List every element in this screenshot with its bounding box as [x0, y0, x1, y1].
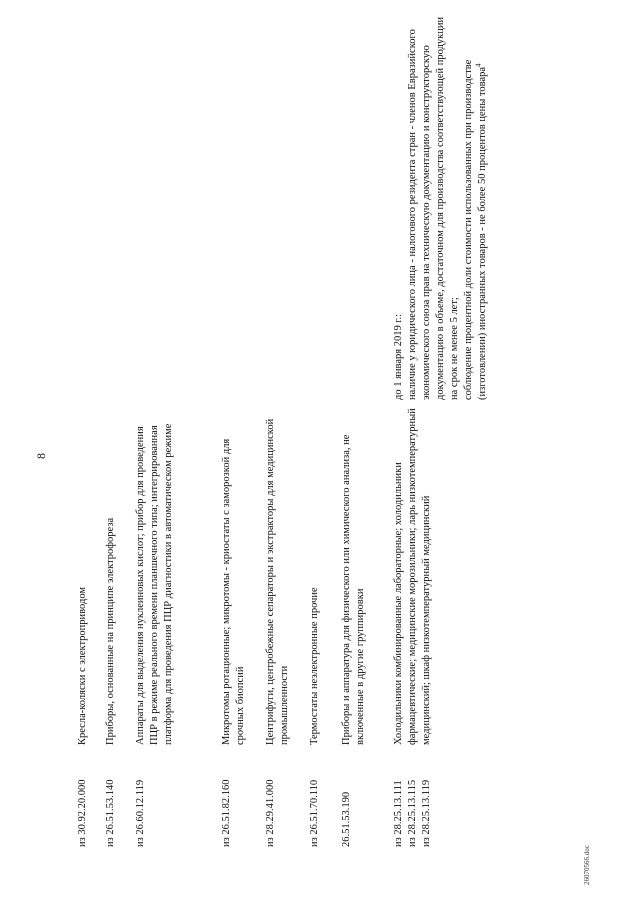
footnote-marker: 4	[474, 63, 483, 67]
page-number: 8	[34, 453, 48, 459]
product-code: из 30.92.20.000	[77, 779, 88, 847]
conditions-block	[392, 15, 490, 400]
document-file-id: 26070566.doc	[583, 845, 591, 885]
product-code: из 28.29.41.000	[265, 779, 276, 847]
product-code: из 28.25.13.111 из 28.25.13.115 из 28.25.13.119	[393, 779, 432, 847]
product-code: из 26.51.53.140	[105, 779, 116, 847]
product-description: Центрифуги, центробежные сепараторы и экстракторы для медицинской промышленности	[265, 418, 290, 745]
product-code: из 26.60.12.119	[135, 779, 146, 847]
product-description: Холодильники комбинированные лабораторные; холодильники фармацевтические; медицинские морозильники; ларь низкотемпературный медицинский; шкаф низкотемпературный медицинский	[393, 408, 432, 745]
product-description: Термостаты неэлектронные прочие	[309, 587, 320, 745]
product-description: Приборы, основанные на принципе электрофореза	[105, 517, 116, 745]
product-description: Кресла-коляски с электроприводом	[77, 586, 88, 745]
product-description: Приборы и аппаратура для физического или химического анализа, не включенные в другие группировки	[341, 434, 366, 745]
product-description: Микротомы ротационные; микротомы - криостаты с заморозкой для срочных биопсий	[221, 438, 246, 745]
conditions-share	[462, 15, 490, 400]
product-code: из 26.51.70.110	[309, 779, 320, 847]
conditions-rights: наличие у юридического лица - налогового резидента стран - членов Евразийского экономического союза прав на техническую документацию и конструкторскую документацию в объеме, достаточном для производства соответствующей продукции на срок не менее 5 лет;	[407, 16, 460, 400]
product-code: из 26.51.82.160	[221, 779, 232, 847]
product-description: Аппараты для выделения нуклеиновых кислот; прибор для проведения ПЦР в режиме реального времени планшечного типа; интегрированная платформа для проведения ПЦР диагностики в автоматическом режиме	[135, 423, 174, 745]
product-code: 26.51.53.190	[341, 791, 352, 847]
conditions-date: до 1 января 2019 г.:	[393, 313, 404, 400]
conditions-share-text: соблюдение процентной доли стоимости использованных при производстве (изготовлении) иностранных товаров - не более 50 процентов цены товара	[463, 59, 488, 400]
